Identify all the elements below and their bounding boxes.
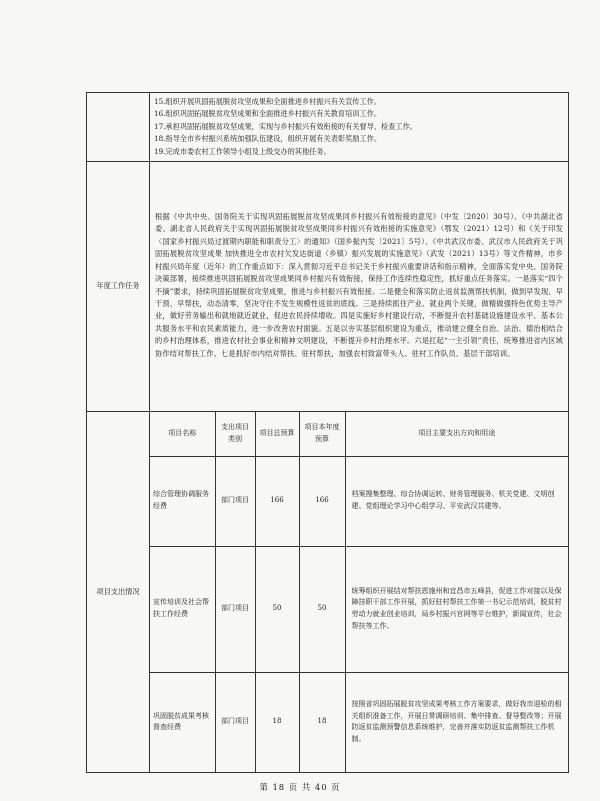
task-item: 19.完成市委农村工作领导小组及上级交办的其他任务。 (154, 146, 331, 156)
header-annual-budget: 项目本年度预算 (299, 412, 345, 456)
project-name: 宣传培训及社会帮扶工作经费 (150, 546, 215, 672)
header-total-budget: 项目总预算 (255, 412, 299, 456)
header-category: 支出项目类别 (215, 412, 255, 456)
annual-tasks-text: 根据《中共中央、国务院关于实现巩固拓展脱贫攻坚成果同乡村振兴有效衔接的意见》（中发〔2020〕30号）、《中共湖北省委、湖北省人民政府关于实现巩固拓展脱贫攻坚成果同乡村振兴有效衔接的实施意见》（鄂发（2021）12号）和《关于印发〈国家乡村振兴局过渡期内职能和职责分工〉的通知》（国乡振内发〔2021〕5号）、《中共武汉市委、武汉市人民政府关于巩固拓展脱贫攻坚成果 加快推进全市农村欠发达街道（乡镇）振兴发展的实施意见》（武发（2021）13号）等文件精神，市乡村振兴局年度（近年）的工作重点如下：深入贯彻习近平总书记关于乡村振兴重要讲话和指示精神，全面落实党中央、国务院决策部署，接续推进巩固拓展脱贫攻坚成果同乡村振兴有效衔接，保持工作连续性稳定性，抓好重点任务落实。一是落实“四个不摘”要求，持续巩固拓展脱贫攻坚成果，推进与乡村振兴有效衔接。二是健全和落实防止返贫监测帮扶机制，做到早发现、早干预、早帮扶，动态清零，坚决守住不发生规模性返贫的底线。三是持续抓住产业、就业两个关键，做精做强特色优势主导产业，做好劳务输出和就地就近就业，促进农民持续增收。四是实施好乡村建设行动，不断提升农村基础设施建设水平、基本公共服务水平和农民素质能力，进一步改善农村面貌。五是以夯实基层组织建设为重点，推动建立健全自治、法治、德治相结合的乡村治理体系，推进农村社会事业和精神文明建设，不断提升乡村治理水平。六是扛起“一主引领”责任，统筹推进省内区域协作结对帮扶工作。七是抓好市内结对帮扶、驻村帮扶，加强农村致富带头人、驻村工作队员、基层干部培训。 (155, 212, 563, 358)
table-row (150, 546, 568, 672)
project-name: 巩固脱贫成果考核督查经费 (150, 672, 215, 772)
task-item: 15.组织开展巩固拓展脱贫攻坚成果和全面推进乡村振兴有关宣传工作。 (154, 96, 382, 106)
tasks-label-cell (87, 93, 150, 162)
annual-tasks-text-cell (150, 162, 569, 412)
project-table (150, 412, 568, 772)
task-item: 17.承担巩固拓展脱贫攻坚成果，实现与乡村振兴有效衔接的有关督导、检查工作。 (154, 121, 417, 131)
table-row (150, 456, 568, 546)
project-direction: 档案搜集整理、综合协调运转、财务管理服务、机关党建、文明创建、党组理论学习中心组学习、平安武汉共建等。 (345, 456, 568, 546)
task-item: 16.组织巩固拓展脱贫攻坚成果和全面推进乡村振兴有关教育培训工作。 (154, 109, 382, 119)
project-table-header (150, 412, 568, 456)
page-number: 第 18 页 共 40 页 (259, 782, 341, 792)
project-annual: 166 (299, 456, 345, 546)
annual-tasks-label: 年度工作任务 (87, 162, 150, 412)
project-total: 166 (255, 456, 299, 546)
header-direction: 项目主要支出方向和用途 (345, 412, 568, 456)
project-category: 部门项目 (215, 546, 255, 672)
project-total: 50 (255, 546, 299, 672)
project-annual: 18 (299, 672, 345, 772)
task-item: 18.指导全市乡村振兴系统加强队伍建设，组织开展有关表彰奖励工作。 (154, 134, 382, 144)
project-name: 综合管理协调服务经费 (150, 456, 215, 546)
tasks-list (150, 93, 569, 162)
project-table-cell (150, 412, 569, 773)
table-row (150, 672, 568, 772)
project-category: 部门项目 (215, 672, 255, 772)
project-direction: 统筹组织开展结对帮扶恩施州和宜昌市五峰县，促进工作对接以及保障挂职干部工作开展，抓好驻村帮扶工作第一书记示范培训，脱贫村劳动力就业创业培训，局乡村振兴官网等平台维护，新闻宣传，社会帮扶等工作。 (345, 546, 568, 672)
project-category: 部门项目 (215, 456, 255, 546)
project-direction: 按照省巩固拓展脱贫攻坚成果考核工作方案要求，做好我市迎检的相关组织准备工作，开展日常调研培训、集中排查、督导整改等；开展防返贫监测预警信息系统维护，完善并落实防返贫监测帮扶工作机制。 (345, 672, 568, 772)
budget-table (86, 92, 569, 773)
project-total: 18 (255, 672, 299, 772)
project-annual: 50 (299, 546, 345, 672)
project-expenditure-label: 项目支出情况 (87, 412, 150, 773)
header-name: 项目名称 (150, 412, 215, 456)
